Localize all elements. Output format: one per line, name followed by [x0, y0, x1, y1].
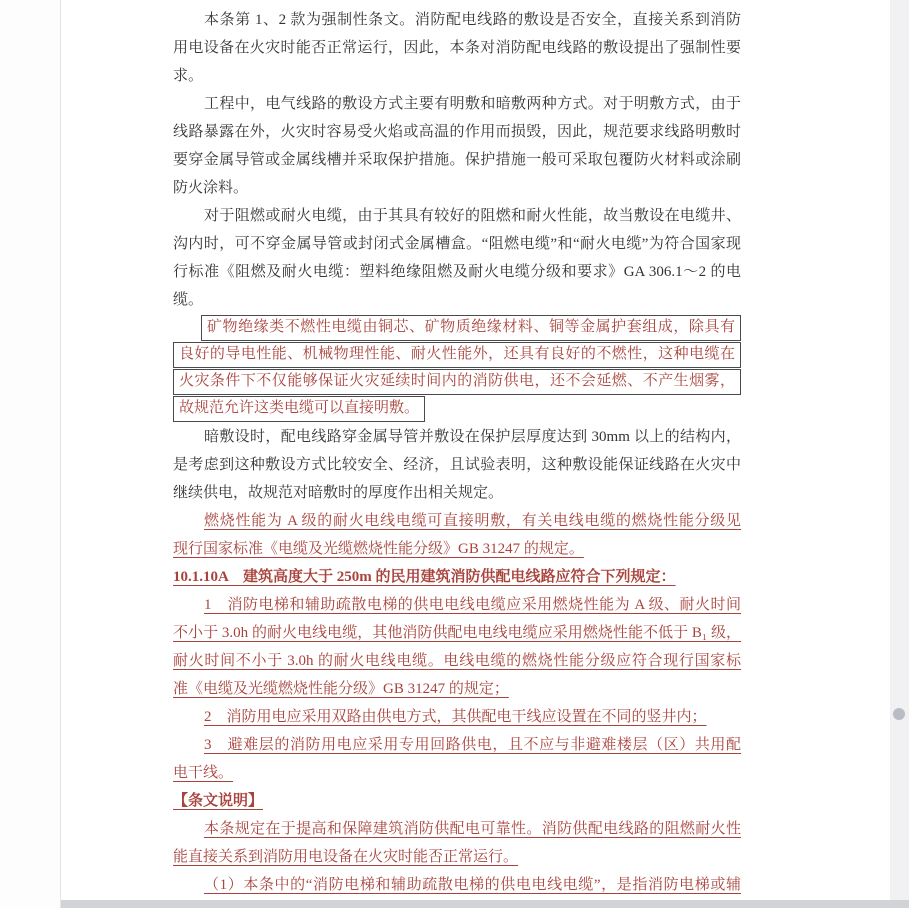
boxed-text-line	[173, 396, 425, 422]
text-line	[173, 731, 741, 759]
text-line	[173, 230, 741, 258]
text-line	[173, 871, 741, 899]
line-text: 对于阻燃或耐火电缆，由于其具有较好的阻燃和耐火性能，故当敷设在电缆井、	[204, 208, 741, 224]
text-line	[173, 258, 741, 286]
text-line	[173, 62, 741, 90]
line-text: 沟内时，可不穿金属导管或封闭式金属槽盒。“阻燃电缆”和“耐火电缆”为符合国家现	[173, 236, 741, 252]
line-text: 电干线。	[173, 765, 234, 781]
line-text: 耐火时间不小于 3.0h 的耐火电线电缆。电线电缆的燃烧性能分级应符合现行国家标	[173, 653, 741, 669]
text-line	[173, 507, 741, 535]
page-content	[173, 6, 741, 899]
line-text: 3 避难层的消防用电应采用专用回路供电，且不应与非避难楼层（区）共用配	[204, 737, 741, 753]
text-line	[173, 843, 741, 871]
line-text: 要穿金属导管或金属线槽并采取保护措施。保护措施一般可采取包覆防火材料或涂刷	[173, 152, 741, 168]
line-text: 继续供电，故规范对暗敷时的厚度作出相关规定。	[173, 485, 504, 501]
line-text: 1 消防电梯和辅助疏散电梯的供电电线电缆应采用燃烧性能为 A 级、耐火时间	[204, 597, 741, 613]
boxed-text-line	[201, 315, 741, 341]
document-page	[61, 0, 890, 908]
text-line	[173, 90, 741, 118]
line-text: 现行国家标准《电缆及光缆燃烧性能分级》GB 31247 的规定。	[173, 541, 584, 557]
line-text: 准《电缆及光缆燃烧性能分级》GB 31247 的规定；	[173, 681, 509, 697]
text-line	[173, 591, 741, 619]
line-text: 线路暴露在外，火灾时容易受火焰或高温的作用而损毁，因此，规范要求线路明敷时	[173, 124, 741, 140]
line-text: 求。	[173, 68, 204, 84]
line-text: 行标准《阻燃及耐火电缆：塑料绝缘阻燃及耐火电缆分级和要求》GA 306.1～2 的电	[173, 264, 741, 280]
line-text: 本条规定在于提高和保障建筑消防供配电可靠性。消防供配电线路的阻燃耐火性	[204, 821, 741, 837]
text-line	[173, 619, 741, 647]
text-line	[173, 6, 741, 34]
text-line	[173, 675, 741, 703]
line-text: 暗敷设时，配电线路穿金属导管并敷设在保护层厚度达到 30mm 以上的结构内，	[204, 429, 741, 445]
line-text: 火灾条件下不仅能够保证火灾延续时间内的消防供电，还不会延燃、不产生烟雾，	[179, 373, 735, 389]
text-line	[173, 34, 741, 62]
line-text: 能直接关系到消防用电设备在火灾时能否正常运行。	[173, 849, 519, 865]
text-line	[173, 535, 741, 563]
text-line	[173, 815, 741, 843]
line-text: 故规范允许这类电缆可以直接明敷。	[179, 400, 420, 416]
text-line	[173, 759, 741, 787]
line-text: 防火涂料。	[173, 180, 249, 196]
text-line	[173, 286, 741, 314]
viewer-left-margin	[0, 0, 61, 908]
page-gap-divider	[61, 900, 909, 908]
line-text: 燃烧性能为 A 级的耐火电线电缆可直接明敷，有关电线电缆的燃烧性能分级见	[204, 513, 741, 529]
line-text: 10.1.10A 建筑高度大于 250m 的民用建筑消防供配电线路应符合下列规定：	[173, 569, 676, 585]
text-line	[173, 703, 741, 731]
line-text: 是考虑到这种敷设方式比较安全、经济，且试验表明，这种敷设能保证线路在火灾中	[173, 457, 741, 473]
boxed-text-line	[173, 369, 741, 395]
line-text: 良好的导电性能、机械物理性能、耐火性能外，还具有良好的不燃性，这种电缆在	[179, 346, 735, 362]
text-line	[173, 451, 741, 479]
text-line	[173, 174, 741, 202]
boxed-text-line	[173, 342, 741, 368]
scrollbar-thumb[interactable]	[893, 708, 905, 720]
line-text: 矿物绝缘类不燃性电缆由铜芯、矿物质绝缘材料、铜等金属护套组成，除具有	[207, 319, 735, 335]
text-line	[173, 202, 741, 230]
line-text: 用电设备在火灾时能否正常运行，因此，本条对消防配电线路的敷设提出了强制性要	[173, 40, 741, 56]
line-text: （1）本条中的“消防电梯和辅助疏散电梯的供电电线电缆”，是指消防电梯或辅	[204, 877, 741, 893]
text-line	[173, 647, 741, 675]
text-line	[173, 146, 741, 174]
line-text: 【条文说明】	[173, 793, 264, 809]
line-text: 2 消防用电应采用双路由供电方式，其供配电干线应设置在不同的竖井内；	[204, 709, 707, 725]
line-text: 本条第 1、2 款为强制性条文。消防配电线路的敷设是否安全，直接关系到消防	[204, 12, 741, 28]
line-text: 缆。	[173, 292, 204, 308]
scrollbar-track[interactable]	[890, 0, 909, 908]
line-text: 工程中，电气线路的敷设方式主要有明敷和暗敷两种方式。对于明敷方式，由于	[204, 96, 741, 112]
line-text: 不小于 3.0h 的耐火电线电缆，其他消防供配电电线电缆应采用燃烧性能不低于 B₁ 级，	[173, 625, 741, 641]
text-line	[173, 118, 741, 146]
text-line	[173, 479, 741, 507]
text-line	[173, 787, 741, 815]
text-line	[173, 563, 741, 591]
text-line	[173, 423, 741, 451]
